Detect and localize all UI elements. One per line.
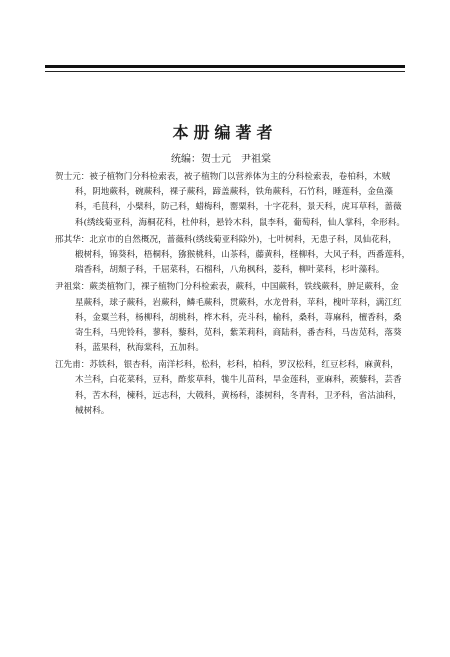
entry-line: 贺士元：被子植物门分科检索表，被子植物门以营养体为主的分科检索表，卷柏科，木贼 (55, 172, 391, 182)
entry-line: 科，蓝果科，秋海棠科，五加科。 (75, 343, 204, 354)
author-entry-xing-qihua (55, 233, 415, 279)
author-entries (55, 170, 415, 421)
header-rule-thick (45, 65, 405, 68)
entry-line: 寄生科，马兜铃科，蓼科，藜科，苋科，紫茉莉科，商陆科，番杏科，马齿苋科，落葵 (75, 327, 402, 338)
header-rule-thin (45, 71, 405, 72)
entry-line: 械树科。 (75, 405, 110, 416)
entry-line: 椴树科，锦葵科，梧桐科，猕猴桃科，山茶科，藤黄科，柽柳科，大风子科，西番莲科， (75, 249, 411, 260)
author-entry-he-shiyuan (55, 170, 415, 231)
entry-line: 邢其华：北京市的自然概况，蔷薇科(绣线菊亚科除外)，七叶树科，无患子科，凤仙花科， (55, 234, 397, 245)
entry-line: 星蕨科，球子蕨科，岩蕨科，鳞毛蕨科，贯蕨科，水龙骨科，苹科，槐叶苹科，满江红 (75, 297, 402, 308)
entry-line: 科，毛茛科，小檗科，防己科，蜡梅科，罂粟科，十字花科，景天科，虎耳草科，蔷薇 (75, 202, 402, 213)
entry-line: 科，金粟兰科，杨柳科，胡桃科，桦木科，壳斗科，榆科，桑科，荨麻科，檀香科，桑 (75, 312, 402, 323)
entry-line: 木兰科，白花菜科，豆科，酢浆草科，牻牛儿苗科，旱金莲科，亚麻科，蒺藜科，芸香 (75, 375, 402, 386)
author-entry-yin-zutang (55, 280, 415, 356)
entry-line: 科，阴地蕨科，碗蕨科，裸子蕨科，蹄盖蕨科，铁角蕨科，石竹科，睡莲科，金鱼藻 (75, 187, 393, 198)
entry-line: 尹祖棠：蕨类植物门，裸子植物门分科检索表，蕨科，中国蕨科，铁线蕨科，肿足蕨科，金 (55, 282, 399, 293)
entry-line: 江先甫：苏铁科，银杏科，南洋杉科，松科，杉科，柏科，罗汉松科，红豆杉科，麻黄科， (55, 360, 399, 371)
page-title: 本册编著者 (172, 123, 278, 142)
entry-line: 瑞香科，胡颓子科，千屈菜科，石榴科，八角枫科，菱科，柳叶菜科，杉叶藻科。 (75, 265, 385, 276)
author-entry-jiang-xianfu (55, 358, 415, 419)
chief-editors: 统编：贺士元 尹祖棠 (171, 154, 271, 165)
entry-line: 科，苦木科，楝科，远志科，大戟科，黄杨科，漆树科，冬青科，卫矛科，省沽油科， (75, 390, 402, 401)
entry-line: 科(绣线菊亚科，海桐花科，杜仲科，悬铃木科，鼠李科，葡萄科，仙人掌科，伞形科。 (75, 217, 405, 228)
